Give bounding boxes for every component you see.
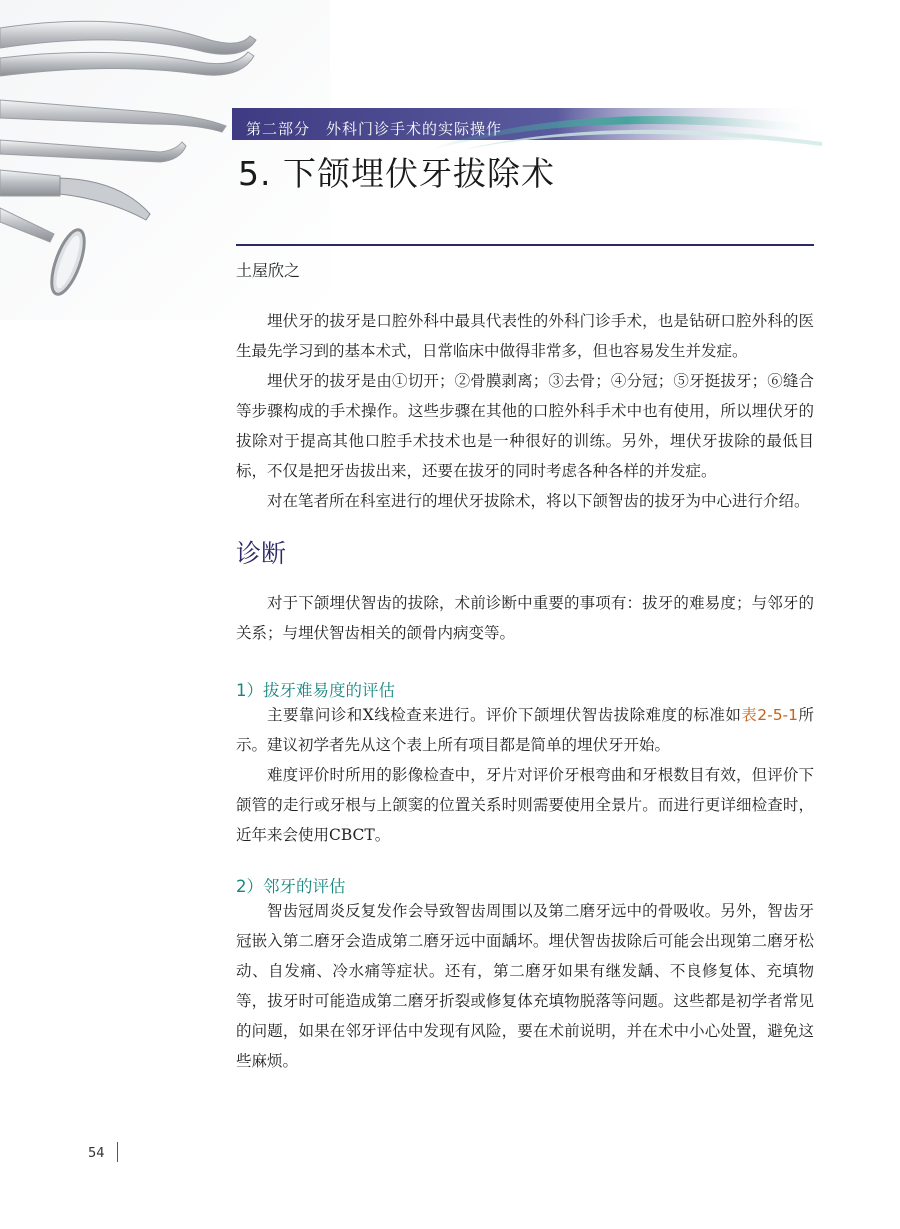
subheading-difficulty: 1）拔牙难易度的评估 [236, 681, 395, 700]
page-number-divider [117, 1142, 118, 1162]
intro-paragraph: 对在笔者所在科室进行的埋伏牙拔除术，将以下颌智齿的拔牙为中心进行介绍。 [267, 492, 810, 510]
section-title-diagnosis: 诊断 [236, 539, 287, 568]
intro-text [236, 306, 814, 516]
page-number: 54 [88, 1146, 105, 1161]
diagnosis-text [236, 588, 814, 648]
subheading-adjacent-tooth: 2）邻牙的评估 [236, 877, 346, 896]
intro-paragraph: 埋伏牙的拔牙是由①切开；②骨膜剥离；③去骨；④分冠；⑤牙挺拔牙；⑥缝合等步骤构成的手术操作。这些步骤在其他的口腔外科手术中也有使用，所以埋伏牙的拔除对于提高其他口腔手术技术也是一种很好的训练。另外，埋伏牙拔除的最低目标，不仅是把牙齿拔出来，还要在拔牙的同时考虑各种各样的并发症。 [236, 372, 814, 480]
difficulty-paragraph: 难度评价时所用的影像检查中，牙片对评价牙根弯曲和牙根数目有效，但评价下颌管的走行或牙根与上颌窦的位置关系时则需要使用全景片。而进行更详细检查时，近年来会使用CBCT。 [236, 766, 814, 844]
title-rule [236, 244, 814, 246]
intro-paragraph: 埋伏牙的拔牙是口腔外科中最具代表性的外科门诊手术，也是钻研口腔外科的医生最先学习到的基本术式，日常临床中做得非常多，但也容易发生并发症。 [236, 312, 814, 360]
author-name: 土屋欣之 [236, 261, 301, 280]
table-reference-link[interactable]: 表2-5-1 [741, 706, 799, 724]
difficulty-paragraph: 主要靠问诊和X线检查来进行。评价下颌埋伏智齿拔除难度的标准如表2-5-1所示。建议初学者先从这个表上所有项目都是简单的埋伏牙开始。 [236, 706, 814, 754]
adjacent-tooth-text [236, 896, 814, 1076]
chapter-title: 5. 下颌埋伏牙拔除术 [238, 154, 555, 193]
adjacent-tooth-paragraph: 智齿冠周炎反复发作会导致智齿周围以及第二磨牙远中的骨吸收。另外，智齿牙冠嵌入第二磨牙会造成第二磨牙远中面龋坏。埋伏智齿拔除后可能会出现第二磨牙松动、自发痛、冷水痛等症状。还有，第二磨牙如果有继发龋、不良修复体、充填物等，拔牙时可能造成第二磨牙折裂或修复体充填物脱落等问题。这些都是初学者常见的问题，如果在邻牙评估中发现有风险，要在术前说明，并在术中小心处置，避免这些麻烦。 [236, 902, 814, 1070]
diagnosis-paragraph: 对于下颌埋伏智齿的拔除，术前诊断中重要的事项有：拔牙的难易度；与邻牙的关系；与埋伏智齿相关的颌骨内病变等。 [236, 594, 814, 642]
difficulty-text [236, 700, 814, 850]
part-label: 第二部分 外科门诊手术的实际操作 [246, 120, 503, 138]
